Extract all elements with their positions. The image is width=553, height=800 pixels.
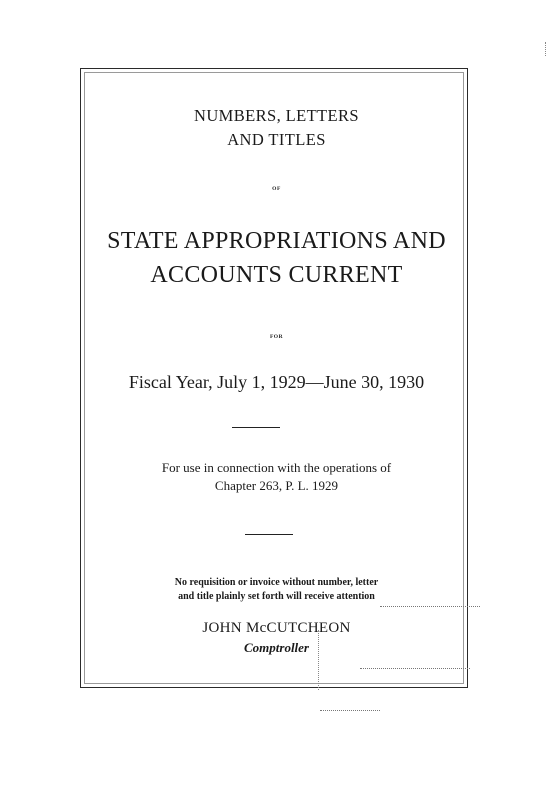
usage-line-1: For use in connection with the operations of [161, 460, 392, 475]
scan-artifact-5 [320, 710, 380, 711]
title-line-1: NUMBERS, LETTERS [194, 106, 359, 125]
connector-of: OF [272, 186, 281, 192]
scan-artifact-2 [360, 668, 470, 669]
title-line-2: AND TITLES [227, 130, 326, 149]
connector-for: FOR [269, 334, 284, 340]
scan-artifact-4 [545, 42, 546, 56]
scan-artifact-1 [380, 606, 480, 607]
scan-artifact-3 [318, 630, 319, 690]
notice-line-2: and title plainly set forth will receive attention [178, 591, 375, 602]
divider-rule-2 [245, 534, 293, 535]
notice-line-1: No requisition or invoice without number, letter [174, 577, 379, 588]
signatory-name: JOHN McCUTCHEON [202, 620, 351, 636]
divider-rule-1 [232, 427, 280, 428]
fiscal-year-line: Fiscal Year, July 1, 1929—June 30, 1930 [128, 372, 425, 392]
signatory-title: Comptroller [243, 640, 309, 655]
usage-line-2: Chapter 263, P. L. 1929 [214, 478, 339, 493]
subject-line-1: STATE APPROPRIATIONS AND [107, 228, 446, 254]
subject-line-2: ACCOUNTS CURRENT [150, 262, 403, 288]
